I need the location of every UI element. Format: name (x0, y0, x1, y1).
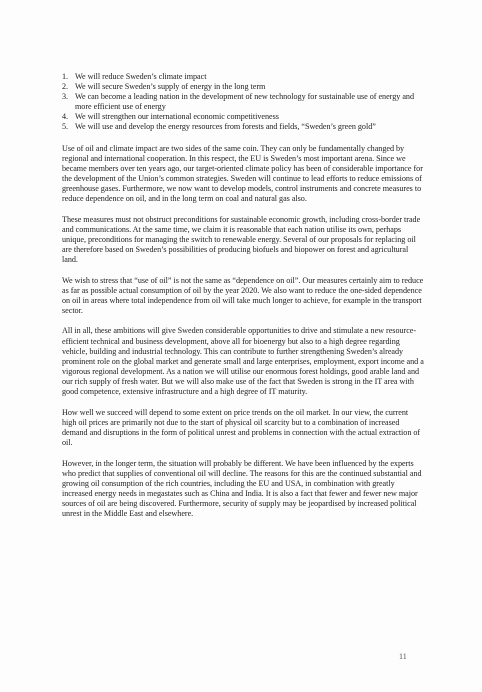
list-item (62, 112, 424, 122)
list-item-number: 3. (62, 92, 69, 102)
paragraph-opportunities: All in all, these ambitions will give Sweden considerable opportunities to drive and stimulate a new resource-efficient technical and business development, above all for bioenergy but also to a high degree regarding vehicle, building and industrial technology. This can contribute to further strengthening Sweden’s already prominent role on the global market and generate small and large enterprises, employment, export income and a vigorous regional development. As a nation we will utilise our enormous forest holdings, good arable land and our rich supply of fresh water. But we will also make use of the fact that Sweden is strong in the IT area with good competence, extensive infrastructure and a high degree of IT maturity. (62, 326, 424, 397)
paragraph-economic-growth: These measures must not obstruct preconditions for sustainable economic growth, including cross-border trade and communications. At the same time, we claim it is reasonable that each nation utilise its own, perhaps unique, preconditions for managing the switch to renewable energy. Several of our proposals for replacing oil are therefore based on Sweden’s possibilities of producing biofuels and biopower on forest and agricultural land. (62, 214, 421, 264)
paragraph-longer-term: However, in the longer term, the situation will probably be different. We have been influenced by the experts who predict that supplies of conventional oil will decline. The reasons for this are the continued substantial and growing oil consumption of the rich countries, including the EU and USA, in combination with greatly increased energy needs in megastates such as China and India. It is also a fact that fewer and fewer new major sources of oil are being discovered. Furthermore, security of supply may be jeopardised by increased political unrest in the Middle East and elsewhere. (62, 458, 422, 518)
paragraph-climate-cooperation: Use of oil and climate impact are two sides of the same coin. They can only be fundamentally changed by regional and international cooperation. In this respect, the EU is Sweden’s most important arena. Since we became members over ten years ago, our target-oriented climate policy has been of considerable importance for the development of the Union’s common strategies. Sweden will continue to lead efforts to reduce emissions of greenhouse gases. Furthermore, we now want to develop models, control instruments and concrete measures to reduce dependence on oil, and in the long term on coal and natural gas also. (62, 143, 423, 204)
list-item (62, 122, 424, 132)
list-item-number: 1. (62, 72, 69, 81)
page-number: 11 (399, 652, 407, 661)
list-item-text: We will reduce Sweden’s climate impact (75, 72, 207, 81)
paragraph-oil-prices: How well we succeed will depend to some extent on price trends on the oil market. In our view, the current high oil prices are primarily not due to the start of physical oil scarcity but to a combination of increased demand and disruptions in the form of political unrest and problems in connection with the actual extraction of oil. (62, 407, 421, 447)
list-item-text: We will strengthen our international economic competitiveness (75, 112, 279, 122)
list-item (62, 92, 424, 112)
list-item (62, 82, 424, 92)
goals-list (62, 72, 424, 133)
list-item-text: We will use and develop the energy resources from forests and fields, “Sweden’s green gold” (75, 122, 376, 132)
list-item-number: 4. (62, 112, 69, 122)
list-item-number: 5. (62, 122, 69, 132)
page-body (62, 72, 424, 530)
list-item-text: We will secure Sweden’s supply of energy in the long term (75, 82, 266, 92)
list-item-text: We can become a leading nation in the development of new technology for sustainable use of energy and more efficient use of energy (75, 92, 414, 112)
list-item-number: 2. (62, 82, 69, 92)
list-item (62, 72, 424, 82)
paragraph-use-of-oil: We wish to stress that “use of oil” is not the same as “dependence on oil”. Our measures certainly aim to reduce as far as possible actual consumption of oil by the year 2020. We also want to reduce the one-sided dependence on oil in areas where total independence from oil will take much longer to achieve, for example in the transport sector. (62, 275, 424, 315)
